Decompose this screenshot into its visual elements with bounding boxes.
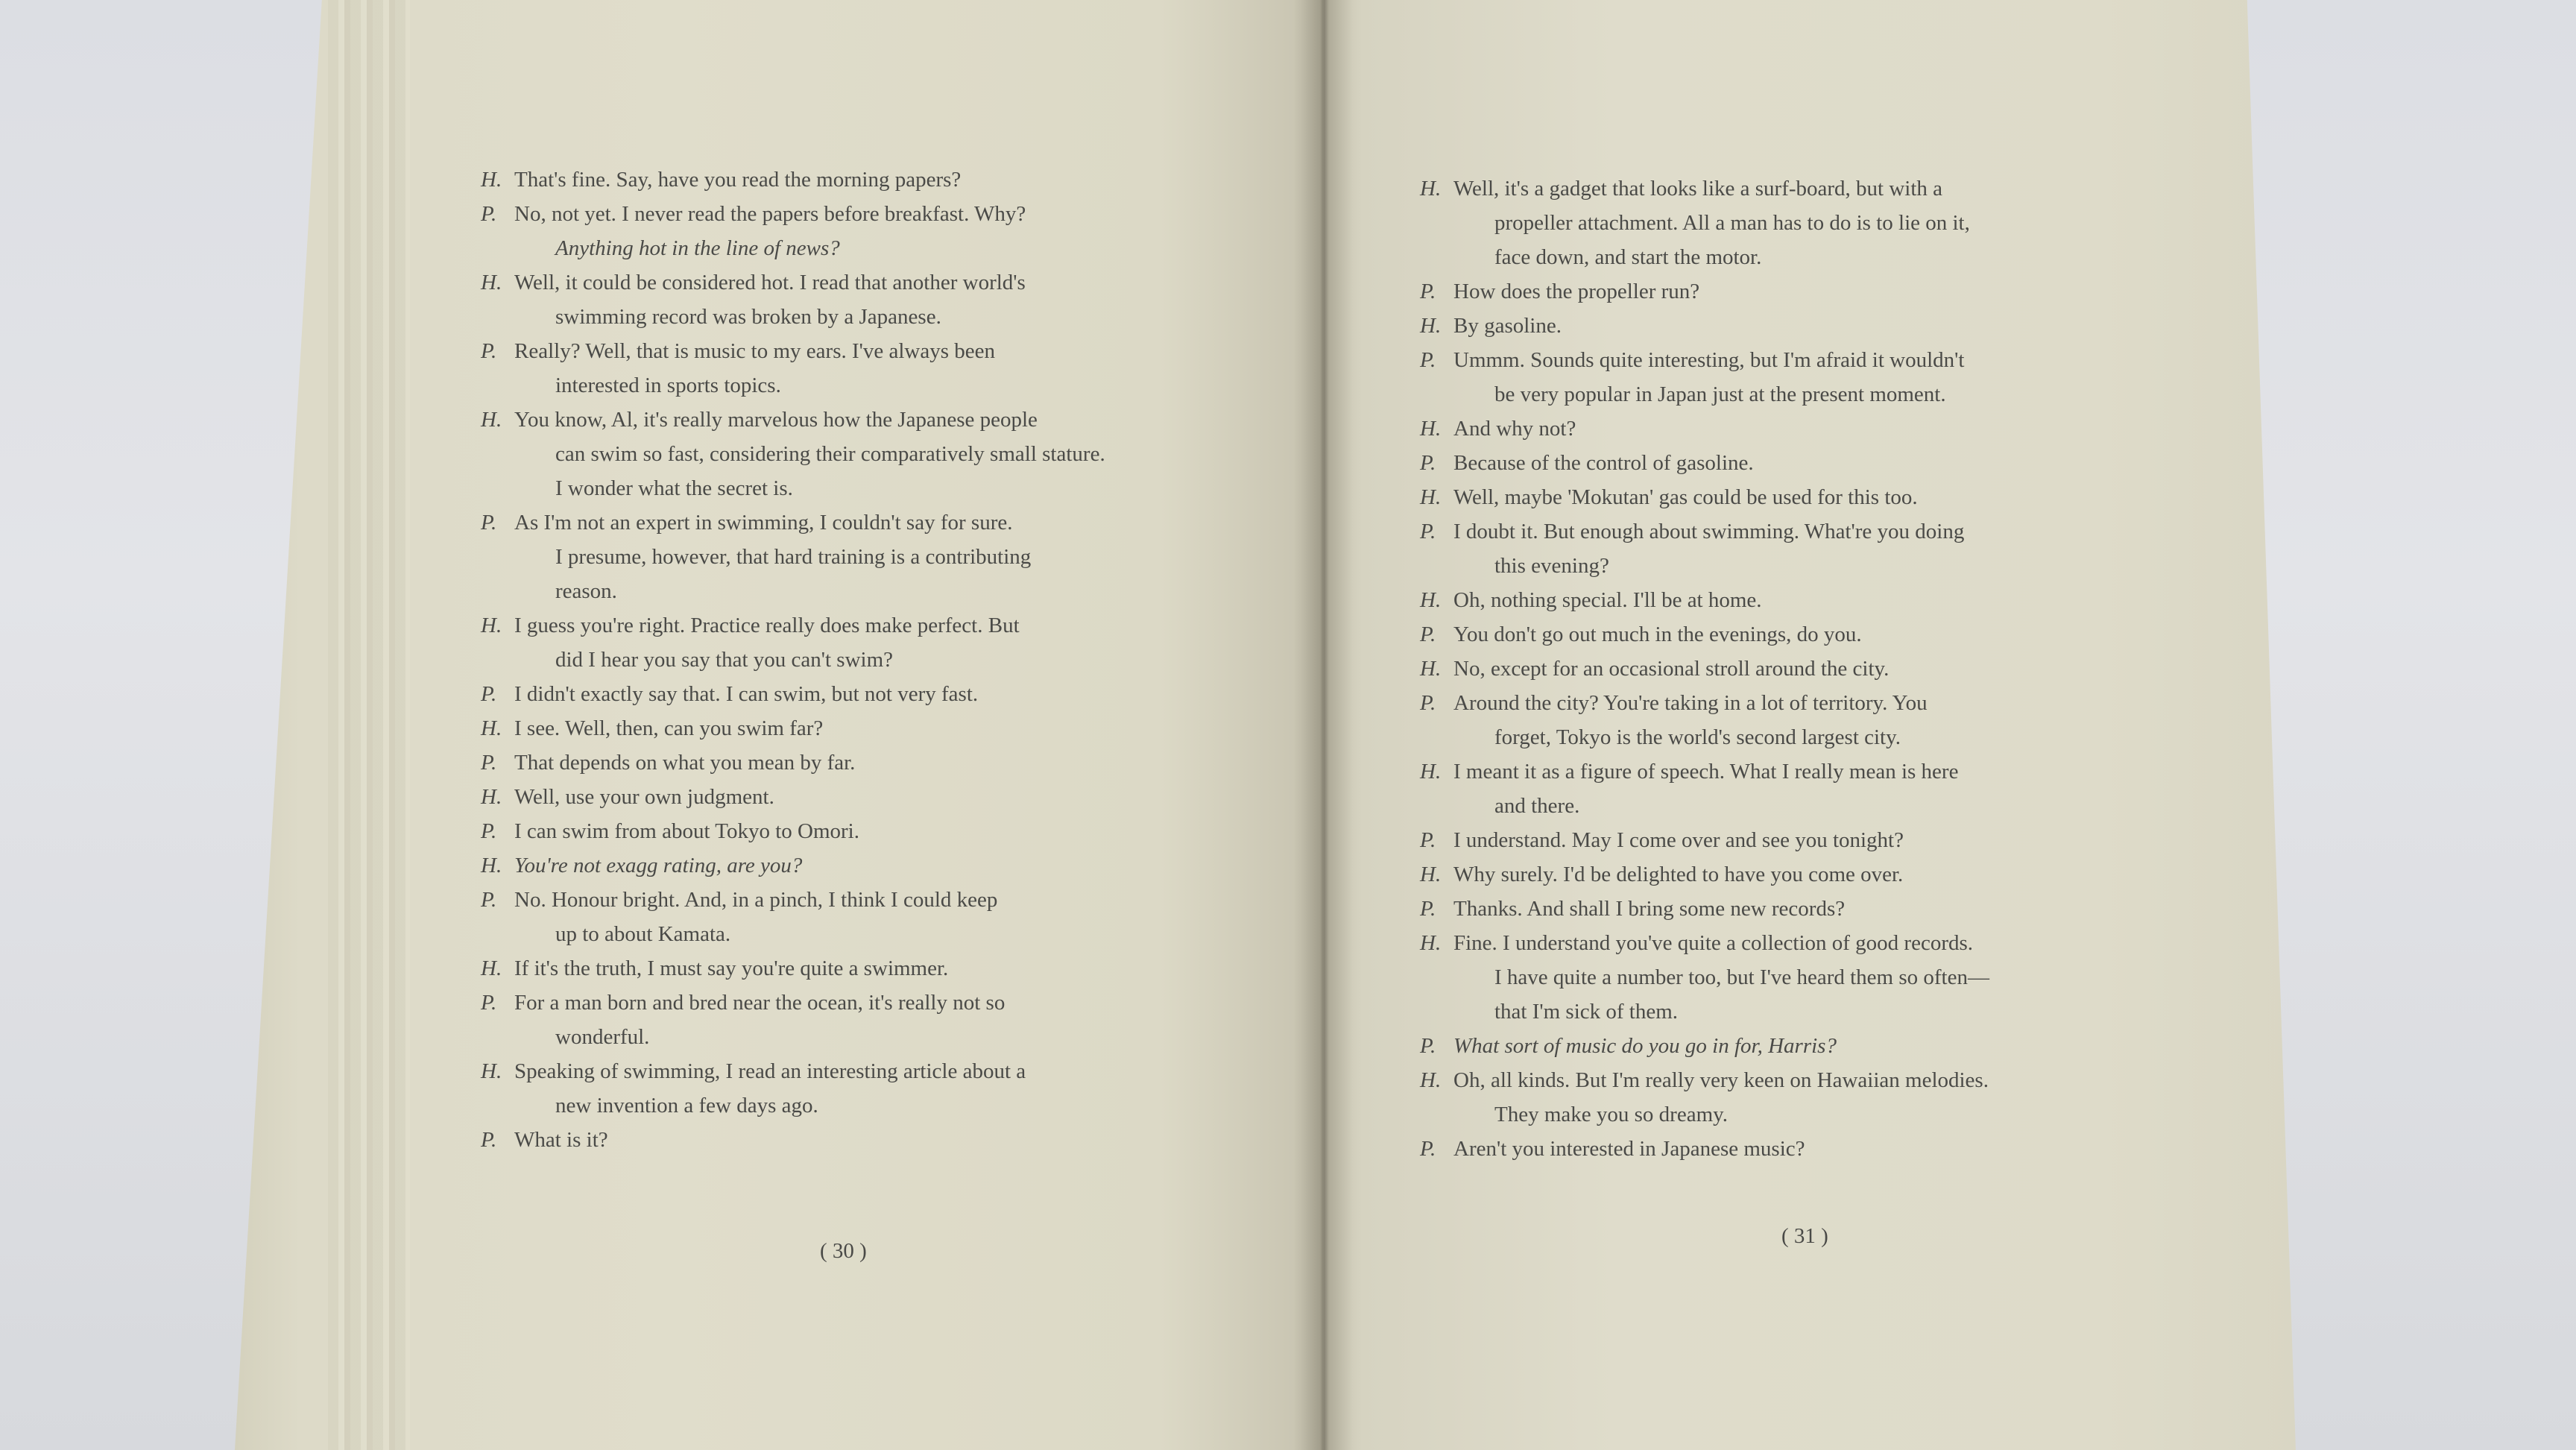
dialogue-line [1420, 823, 2173, 857]
speaker-label: P. [1420, 451, 1436, 475]
line-text: No, except for an occasional stroll around the city. [1453, 657, 1890, 681]
speaker-label: P. [1420, 897, 1436, 921]
line-text: can swim so fast, considering their comparatively small stature. [555, 442, 1105, 466]
speaker-label: P. [1420, 520, 1436, 543]
speaker-label: P. [481, 888, 497, 912]
dialogue-line [1420, 446, 2173, 480]
line-text: How does the propeller run? [1453, 280, 1700, 303]
page-number-left: ( 30 ) [820, 1239, 867, 1263]
line-text: and there. [1494, 794, 1580, 818]
line-text: be very popular in Japan just at the present moment. [1494, 382, 1946, 406]
line-text: I wonder what the secret is. [555, 476, 793, 500]
speaker-label: P. [481, 511, 497, 535]
line-text: Why surely. I'd be delighted to have you come over. [1453, 863, 1904, 886]
line-text: Aren't you interested in Japanese music? [1453, 1137, 1805, 1161]
line-text: swimming record was broken by a Japanese. [555, 305, 941, 329]
line-text: No. Honour bright. And, in a pinch, I think I could keep [514, 888, 998, 912]
dialogue-line [1420, 1132, 2173, 1166]
dialogue-line [1420, 206, 2173, 240]
dialogue-line [481, 780, 1234, 814]
dialogue-line [481, 917, 1234, 951]
speaker-label: H. [481, 1059, 502, 1083]
page-edges [328, 0, 410, 1450]
speaker-label: P. [481, 751, 497, 775]
line-text: Fine. I understand you've quite a collection of good records. [1453, 931, 1974, 955]
line-text: I understand. May I come over and see you tonight? [1453, 828, 1904, 852]
speaker-label: P. [1420, 691, 1436, 715]
dialogue-line [481, 437, 1234, 471]
dialogue-line [481, 951, 1234, 986]
dialogue-line [481, 883, 1234, 917]
speaker-label: P. [481, 339, 497, 363]
line-text: That's fine. Say, have you read the morning papers? [514, 168, 962, 192]
dialogue-line [481, 231, 1234, 265]
dialogue-line [1420, 652, 2173, 686]
line-text: forget, Tokyo is the world's second largest city. [1494, 725, 1901, 749]
line-text: Ummm. Sounds quite interesting, but I'm afraid it wouldn't [1453, 348, 1965, 372]
line-text: this evening? [1494, 554, 1609, 578]
dialogue-line [1420, 960, 2173, 994]
dialogue-line [481, 1054, 1234, 1088]
dialogue-line [1420, 1029, 2173, 1063]
dialogue-line [481, 403, 1234, 437]
line-text: They make you so dreamy. [1494, 1103, 1728, 1126]
dialogue-line [481, 505, 1234, 540]
dialogue-line [1420, 720, 2173, 754]
dialogue-line [481, 746, 1234, 780]
dialogue-line [1420, 274, 2173, 309]
dialogue-line [481, 677, 1234, 711]
dialogue-line [1420, 343, 2173, 377]
dialogue-line [481, 643, 1234, 677]
line-text: If it's the truth, I must say you're quite a swimmer. [514, 956, 949, 980]
line-text: interested in sports topics. [555, 373, 781, 397]
line-text: Well, it's a gadget that looks like a surf-board, but with a [1453, 177, 1943, 201]
line-text: What is it? [514, 1128, 608, 1152]
dialogue-line [481, 1088, 1234, 1123]
line-text: I didn't exactly say that. I can swim, but not very fast. [514, 682, 979, 706]
dialogue-line [1420, 892, 2173, 926]
dialogue-line [1420, 583, 2173, 617]
dialogue-line [481, 471, 1234, 505]
dialogue-line [481, 300, 1234, 334]
line-text: I doubt it. But enough about swimming. What're you doing [1453, 520, 1965, 543]
speaker-label: H. [1420, 588, 1442, 612]
speaker-label: H. [481, 956, 502, 980]
line-text: I see. Well, then, can you swim far? [514, 716, 824, 740]
dialogue-line [481, 814, 1234, 848]
dialogue-line [481, 540, 1234, 574]
dialogue-line [481, 608, 1234, 643]
left-page-text [481, 163, 1234, 1157]
line-text: You're not exagg rating, are you? [514, 854, 803, 877]
speaker-label: P. [1420, 1034, 1436, 1058]
line-text: Because of the control of gasoline. [1453, 451, 1754, 475]
speaker-label: H. [1420, 760, 1442, 784]
dialogue-line [481, 197, 1234, 231]
speaker-label: P. [481, 819, 497, 843]
dialogue-line [1420, 926, 2173, 960]
speaker-label: H. [481, 408, 502, 432]
dialogue-line [1420, 309, 2173, 343]
dialogue-line [1420, 754, 2173, 789]
line-text: new invention a few days ago. [555, 1094, 818, 1118]
dialogue-line [1420, 994, 2173, 1029]
speaker-label: H. [1420, 1068, 1442, 1092]
speaker-label: P. [481, 202, 497, 226]
line-text: And why not? [1453, 417, 1576, 441]
line-text: I have quite a number too, but I've heard them so often— [1494, 965, 1989, 989]
line-text: face down, and start the motor. [1494, 245, 1762, 269]
line-text: wonderful. [555, 1025, 650, 1049]
book-gutter [1293, 0, 1353, 1450]
dialogue-line [481, 986, 1234, 1020]
line-text: Oh, nothing special. I'll be at home. [1453, 588, 1762, 612]
dialogue-line [1420, 514, 2173, 549]
line-text: I presume, however, that hard training is a contributing [555, 545, 1032, 569]
speaker-label: H. [481, 271, 502, 294]
dialogue-line [481, 334, 1234, 368]
speaker-label: H. [1420, 177, 1442, 201]
speaker-label: P. [481, 991, 497, 1015]
dialogue-line [1420, 617, 2173, 652]
speaker-label: H. [1420, 931, 1442, 955]
speaker-label: H. [481, 716, 502, 740]
speaker-label: H. [481, 785, 502, 809]
line-text: Well, maybe 'Mokutan' gas could be used for this too. [1453, 485, 1918, 509]
line-text: Well, it could be considered hot. I read that another world's [514, 271, 1026, 294]
dialogue-line [1420, 1063, 2173, 1097]
line-text: that I'm sick of them. [1494, 1000, 1679, 1024]
dialogue-line [1420, 412, 2173, 446]
speaker-label: P. [1420, 1137, 1436, 1161]
dialogue-line [481, 1020, 1234, 1054]
page-number-right: ( 31 ) [1781, 1224, 1828, 1248]
line-text: reason. [555, 579, 617, 603]
dialogue-line [481, 711, 1234, 746]
speaker-label: H. [1420, 314, 1442, 338]
dialogue-line [1420, 171, 2173, 206]
speaker-label: P. [1420, 348, 1436, 372]
dialogue-line [481, 848, 1234, 883]
speaker-label: P. [1420, 828, 1436, 852]
line-text: As I'm not an expert in swimming, I couldn't say for sure. [514, 511, 1013, 535]
dialogue-line [1420, 1097, 2173, 1132]
dialogue-line [481, 1123, 1234, 1157]
line-text: For a man born and bred near the ocean, it's really not so [514, 991, 1006, 1015]
speaker-label: P. [481, 682, 497, 706]
line-text: You know, Al, it's really marvelous how the Japanese people [514, 408, 1038, 432]
line-text: did I hear you say that you can't swim? [555, 648, 893, 672]
dialogue-line [1420, 240, 2173, 274]
line-text: Thanks. And shall I bring some new records? [1453, 897, 1846, 921]
speaker-label: H. [1420, 657, 1442, 681]
speaker-label: P. [1420, 622, 1436, 646]
line-text: What sort of music do you go in for, Harris? [1453, 1034, 1837, 1058]
dialogue-line [481, 574, 1234, 608]
dialogue-line [1420, 789, 2173, 823]
speaker-label: H. [481, 614, 502, 637]
line-text: propeller attachment. All a man has to do is to lie on it, [1494, 211, 1970, 235]
speaker-label: H. [1420, 863, 1442, 886]
line-text: I meant it as a figure of speech. What I really mean is here [1453, 760, 1959, 784]
line-text: You don't go out much in the evenings, do you. [1453, 622, 1862, 646]
line-text: Around the city? You're taking in a lot of territory. You [1453, 691, 1928, 715]
line-text: Well, use your own judgment. [514, 785, 774, 809]
line-text: I guess you're right. Practice really does make perfect. But [514, 614, 1020, 637]
right-page-text [1420, 171, 2173, 1166]
line-text: Really? Well, that is music to my ears. I've always been [514, 339, 996, 363]
speaker-label: H. [481, 168, 502, 192]
speaker-label: P. [481, 1128, 497, 1152]
line-text: No, not yet. I never read the papers before breakfast. Why? [514, 202, 1026, 226]
dialogue-line [1420, 377, 2173, 412]
line-text: Anything hot in the line of news? [555, 236, 840, 260]
dialogue-line [481, 368, 1234, 403]
dialogue-line [1420, 480, 2173, 514]
line-text: I can swim from about Tokyo to Omori. [514, 819, 859, 843]
line-text: By gasoline. [1453, 314, 1562, 338]
dialogue-line [1420, 549, 2173, 583]
speaker-label: H. [481, 854, 502, 877]
speaker-label: H. [1420, 485, 1442, 509]
dialogue-line [1420, 686, 2173, 720]
dialogue-line [481, 163, 1234, 197]
line-text: That depends on what you mean by far. [514, 751, 856, 775]
line-text: up to about Kamata. [555, 922, 731, 946]
line-text: Speaking of swimming, I read an interesting article about a [514, 1059, 1026, 1083]
dialogue-line [481, 265, 1234, 300]
speaker-label: P. [1420, 280, 1436, 303]
speaker-label: H. [1420, 417, 1442, 441]
line-text: Oh, all kinds. But I'm really very keen on Hawaiian melodies. [1453, 1068, 1989, 1092]
dialogue-line [1420, 857, 2173, 892]
